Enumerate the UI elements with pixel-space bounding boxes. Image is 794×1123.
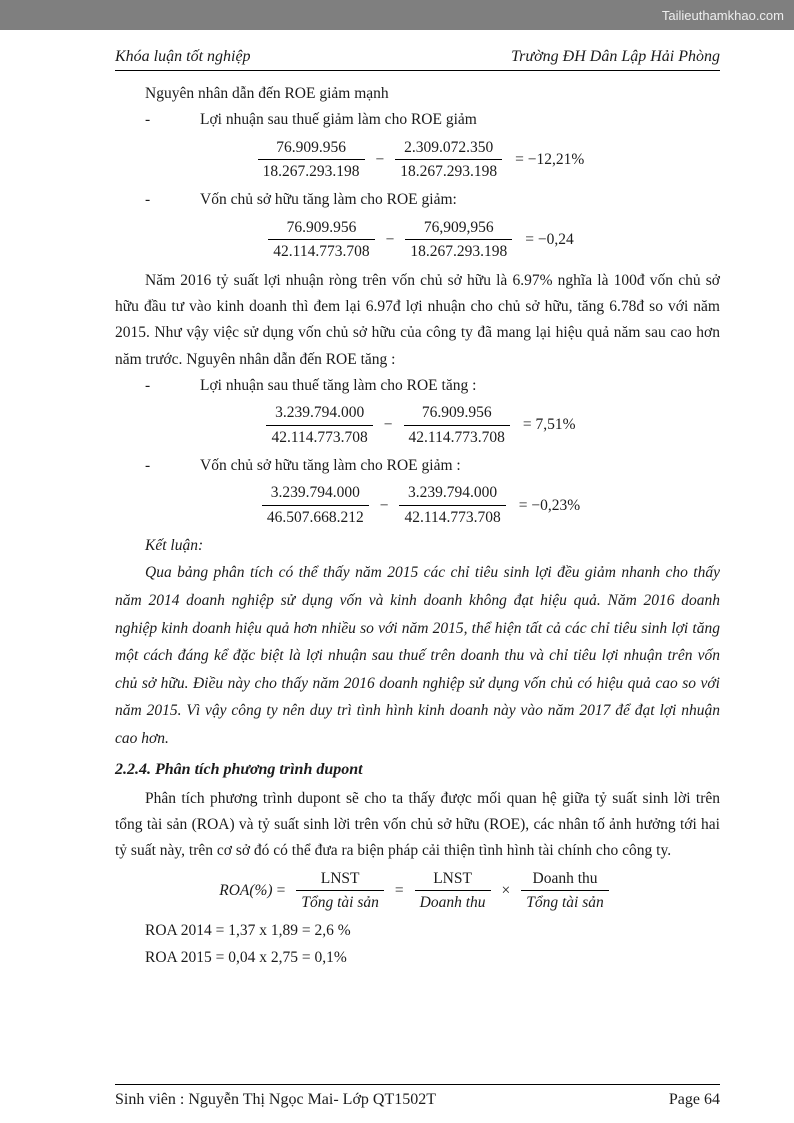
- fraction: [521, 869, 609, 913]
- document-page: [0, 30, 794, 1123]
- list-item-text: Vốn chủ sở hữu tăng làm cho ROE giảm:: [200, 191, 457, 209]
- fraction-denominator: 42.114.773.708: [404, 508, 501, 526]
- header-left-title: Khóa luận tốt nghiệp: [115, 48, 251, 65]
- multiply-operator: ×: [501, 881, 511, 899]
- footer-student-info: Sinh viên : Nguyễn Thị Ngọc Mai- Lớp QT1502T: [115, 1091, 437, 1108]
- equation-roe-decrease-1: [115, 138, 720, 182]
- paragraph-roe-2016: Năm 2016 tỷ suất lợi nhuận ròng trên vốn chủ sở hữu là 6.97% nghĩa là 100đ vốn chủ sở hữu đầu tư vào kinh doanh thì đem lại 6.97đ lợi nhuận cho chủ sở hữu, tăng 6.78đ so với năm 2015. Như vậy việc sử dụng vốn chủ sở hữu của công ty đã mang lại hiệu quả năm sau cao hơn năm trước. Nguyên nhân dẫn đến ROE tăng :: [115, 271, 720, 368]
- equation-result: = −0,24: [525, 230, 574, 248]
- list-dash: -: [145, 191, 151, 209]
- fraction: [266, 403, 372, 447]
- page-content: [115, 71, 720, 971]
- watermark-text: Tailieuthamkhao.com: [661, 7, 784, 23]
- fraction: [395, 138, 502, 182]
- fraction-numerator: 3.239.794.000: [262, 483, 369, 505]
- minus-operator: −: [383, 416, 393, 434]
- page-header: [115, 48, 720, 71]
- section-heading-224: 2.2.4. Phân tích phương trình dupont: [115, 761, 363, 779]
- fraction-denominator: 18.267.293.198: [262, 163, 360, 181]
- fraction-numerator: Doanh thu: [521, 869, 609, 891]
- fraction-numerator: 76.909.956: [268, 218, 374, 240]
- fraction: [262, 483, 369, 527]
- roa-2014-line: ROA 2014 = 1,37 x 1,89 = 2,6 %: [145, 922, 351, 940]
- list-item: [115, 453, 720, 479]
- header-right-title: Trường ĐH Dân Lập Hải Phòng: [511, 48, 720, 65]
- fraction-numerator: 3.239.794.000: [266, 403, 372, 425]
- equation-result: = −12,21%: [515, 150, 585, 168]
- fraction-numerator: 76.909.956: [258, 138, 365, 160]
- equals-operator: =: [394, 881, 404, 899]
- fraction-numerator: LNST: [296, 869, 384, 891]
- fraction: [296, 869, 384, 913]
- footer-page-number: Page 64: [668, 1091, 720, 1108]
- page-footer: [115, 1084, 720, 1109]
- watermark-bar: [0, 0, 794, 30]
- equation-roe-increase-1: [115, 403, 720, 447]
- intro-line: Nguyên nhân dẫn đến ROE giảm mạnh: [145, 85, 389, 102]
- fraction: [258, 138, 365, 182]
- equation-roe-increase-2: [115, 483, 720, 527]
- fraction-numerator: 3.239.794.000: [399, 483, 505, 505]
- conclusion-label: Kết luận:: [145, 537, 204, 555]
- list-dash: -: [145, 111, 151, 129]
- fraction-denominator: 18.267.293.198: [400, 163, 498, 181]
- fraction-numerator: LNST: [415, 869, 491, 891]
- fraction-denominator: 42.114.773.708: [273, 243, 370, 261]
- fraction-denominator: 46.507.668.212: [266, 508, 364, 526]
- fraction-denominator: Tổng tài sản: [526, 894, 604, 912]
- fraction-denominator: Tổng tài sản: [301, 894, 379, 912]
- list-item-text: Lợi nhuận sau thuế tăng làm cho ROE tăng :: [200, 376, 477, 394]
- list-item-text: Lợi nhuận sau thuế giảm làm cho ROE giảm: [200, 111, 477, 129]
- fraction-denominator: 18.267.293.198: [410, 243, 508, 261]
- list-item: [115, 373, 720, 399]
- fraction-denominator: 42.114.773.708: [271, 428, 368, 446]
- fraction: [405, 218, 512, 262]
- equation-result: = −0,23%: [518, 496, 581, 514]
- list-item: [115, 107, 720, 133]
- list-item-text: Vốn chủ sở hữu tăng làm cho ROE giảm :: [200, 457, 461, 474]
- equation-result: = 7,51%: [522, 416, 576, 434]
- fraction-denominator: Doanh thu: [419, 894, 486, 912]
- minus-operator: −: [375, 150, 385, 168]
- roa-lhs: ROA(%): [219, 881, 273, 899]
- roa-formula: [115, 869, 720, 913]
- list-dash: -: [145, 376, 151, 394]
- minus-operator: −: [385, 230, 395, 248]
- fraction-numerator: 2.309.072.350: [395, 138, 502, 160]
- roa-2015-line: ROA 2015 = 0,04 x 2,75 = 0,1%: [145, 948, 347, 966]
- fraction-numerator: 76.909.956: [404, 403, 510, 425]
- fraction: [415, 869, 491, 913]
- list-item: [115, 187, 720, 213]
- equals-operator: =: [276, 881, 286, 899]
- fraction-denominator: 42.114.773.708: [408, 428, 505, 446]
- minus-operator: −: [379, 496, 389, 514]
- fraction: [268, 218, 374, 262]
- fraction-numerator: 76,909,956: [405, 218, 512, 240]
- fraction: [399, 483, 505, 527]
- fraction: [404, 403, 510, 447]
- list-dash: -: [145, 457, 151, 474]
- paragraph-dupont-intro: Phân tích phương trình dupont sẽ cho ta thấy được mối quan hệ giữa tỷ suất sinh lời trên tổng tài sản (ROA) và tỷ suất sinh lời trên vốn chủ sở hữu (ROE), các nhân tố ảnh hưởng tới hai tỷ suất này, trên cơ sở đó có thể đưa ra biện pháp cải thiện tình hình tài chính cho công ty.: [115, 789, 720, 860]
- equation-roe-decrease-2: [115, 218, 720, 262]
- conclusion-paragraph: Qua bảng phân tích có thể thấy năm 2015 các chỉ tiêu sinh lợi đều giảm nhanh cho thấy năm 2014 doanh nghiệp sử dụng vốn và kinh doanh không đạt hiệu quả. Năm 2016 doanh nghiệp kinh doanh hiệu quả hơn nhiều so với năm 2015, thể hiện tất cả các chỉ tiêu sinh lợi tăng một cách đáng kể đặc biệt là lợi nhuận sau thuế trên doanh thu và chỉ tiêu lợi nhuận trên vốn chủ sở hữu. Điều này cho thấy năm 2016 doanh nghiệp sử dụng vốn chủ có hiệu quả cao so với năm 2015. Vì vậy công ty nên duy trì tình hình kinh doanh này vào năm 2017 để đạt lợi nhuận cao hơn.: [115, 564, 720, 747]
